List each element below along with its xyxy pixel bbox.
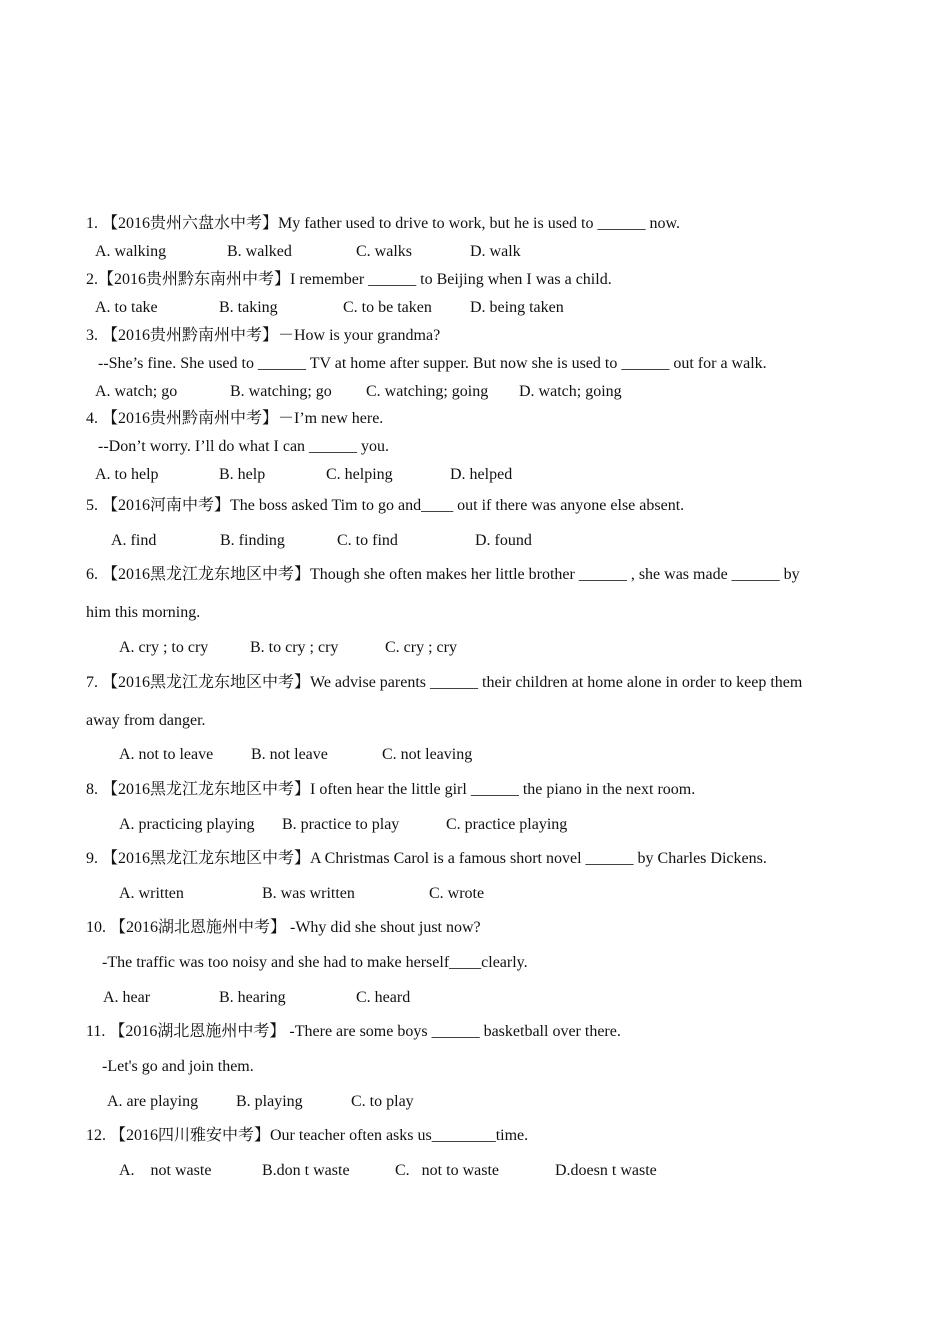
question-4-stem-line2: --Don’t worry. I’ll do what I can ______ you. [98, 438, 390, 455]
option-a: A. not waste [119, 1162, 212, 1179]
option-b: B.don t waste [262, 1162, 350, 1179]
question-10-stem-line2: -The traffic was too noisy and she had to make herself____clearly. [102, 954, 528, 971]
question-11-stem-line2: -Let's go and join them. [102, 1058, 254, 1075]
option-a: A. cry ; to cry [119, 639, 209, 656]
question-10-stem: 10. 【2016湖北恩施州中考】 -Why did she shout just now? [86, 919, 481, 936]
option-d: D. walk [470, 243, 521, 260]
option-c: C. cry ; cry [385, 639, 457, 656]
option-b: B. taking [219, 299, 278, 316]
option-d: D.doesn t waste [555, 1162, 657, 1179]
option-b: B. hearing [219, 989, 286, 1006]
question-2-stem: 2.【2016贵州黔东南州中考】I remember ______ to Beijing when I was a child. [86, 271, 612, 288]
option-b: B. practice to play [282, 816, 400, 833]
option-c: C. watching; going [366, 383, 489, 400]
option-b: B. finding [220, 532, 285, 549]
option-c: C. helping [326, 466, 393, 483]
option-b: B. was written [262, 885, 355, 902]
option-b: B. to cry ; cry [250, 639, 339, 656]
option-b: B. playing [236, 1093, 303, 1110]
option-b: B. watching; go [230, 383, 332, 400]
question-7-stem: 7. 【2016黑龙江龙东地区中考】We advise parents ______ their children at home alone in order to keep them [86, 674, 803, 691]
option-c: C. to be taken [343, 299, 432, 316]
option-c: C. wrote [429, 885, 485, 902]
option-c: C. walks [356, 243, 412, 260]
option-d: D. found [475, 532, 532, 549]
option-d: D. being taken [470, 299, 564, 316]
option-d: D. helped [450, 466, 513, 483]
option-c: C. practice playing [446, 816, 568, 833]
option-b: B. help [219, 466, 266, 483]
option-a: A. watch; go [95, 383, 178, 400]
option-c: C. not leaving [382, 746, 473, 763]
question-3-stem: 3. 【2016贵州黔南州中考】－How is your grandma? [86, 327, 441, 344]
question-5-stem: 5. 【2016河南中考】The boss asked Tim to go and____ out if there was anyone else absent. [86, 497, 685, 514]
option-c: C. to find [337, 532, 398, 549]
option-c: C. not to waste [395, 1162, 499, 1179]
option-b: B. not leave [251, 746, 328, 763]
question-7-stem-line2: away from danger. [86, 712, 206, 729]
option-a: A. are playing [107, 1093, 199, 1110]
question-9-stem: 9. 【2016黑龙江龙东地区中考】A Christmas Carol is a famous short novel ______ by Charles Dickens. [86, 850, 767, 867]
option-a: A. hear [103, 989, 151, 1006]
question-4-stem: 4. 【2016贵州黔南州中考】－I’m new here. [86, 410, 384, 427]
question-11-stem: 11. 【2016湖北恩施州中考】 -There are some boys ______ basketball over there. [86, 1023, 621, 1040]
option-a: A. practicing playing [119, 816, 255, 833]
option-a: A. written [119, 885, 184, 902]
option-c: C. to play [351, 1093, 414, 1110]
question-1-stem: 1. 【2016贵州六盘水中考】My father used to drive to work, but he is used to ______ now. [86, 215, 681, 232]
option-a: A. not to leave [119, 746, 214, 763]
option-a: A. walking [95, 243, 167, 260]
question-12-stem: 12. 【2016四川雅安中考】Our teacher often asks us________time. [86, 1127, 529, 1144]
option-a: A. to take [95, 299, 158, 316]
question-6-stem: 6. 【2016黑龙江龙东地区中考】Though she often makes her little brother ______ , she was made ______ by [86, 566, 800, 583]
option-a: A. to help [95, 466, 159, 483]
option-a: A. find [111, 532, 157, 549]
question-8-stem: 8. 【2016黑龙江龙东地区中考】I often hear the little girl ______ the piano in the next room. [86, 781, 696, 798]
question-3-stem-line2: --She’s fine. She used to ______ TV at home after supper. But now she is used to ______ out for a walk. [98, 355, 767, 372]
option-d: D. watch; going [519, 383, 622, 400]
question-6-stem-line2: him this morning. [86, 604, 201, 621]
option-b: B. walked [227, 243, 292, 260]
option-c: C. heard [356, 989, 411, 1006]
